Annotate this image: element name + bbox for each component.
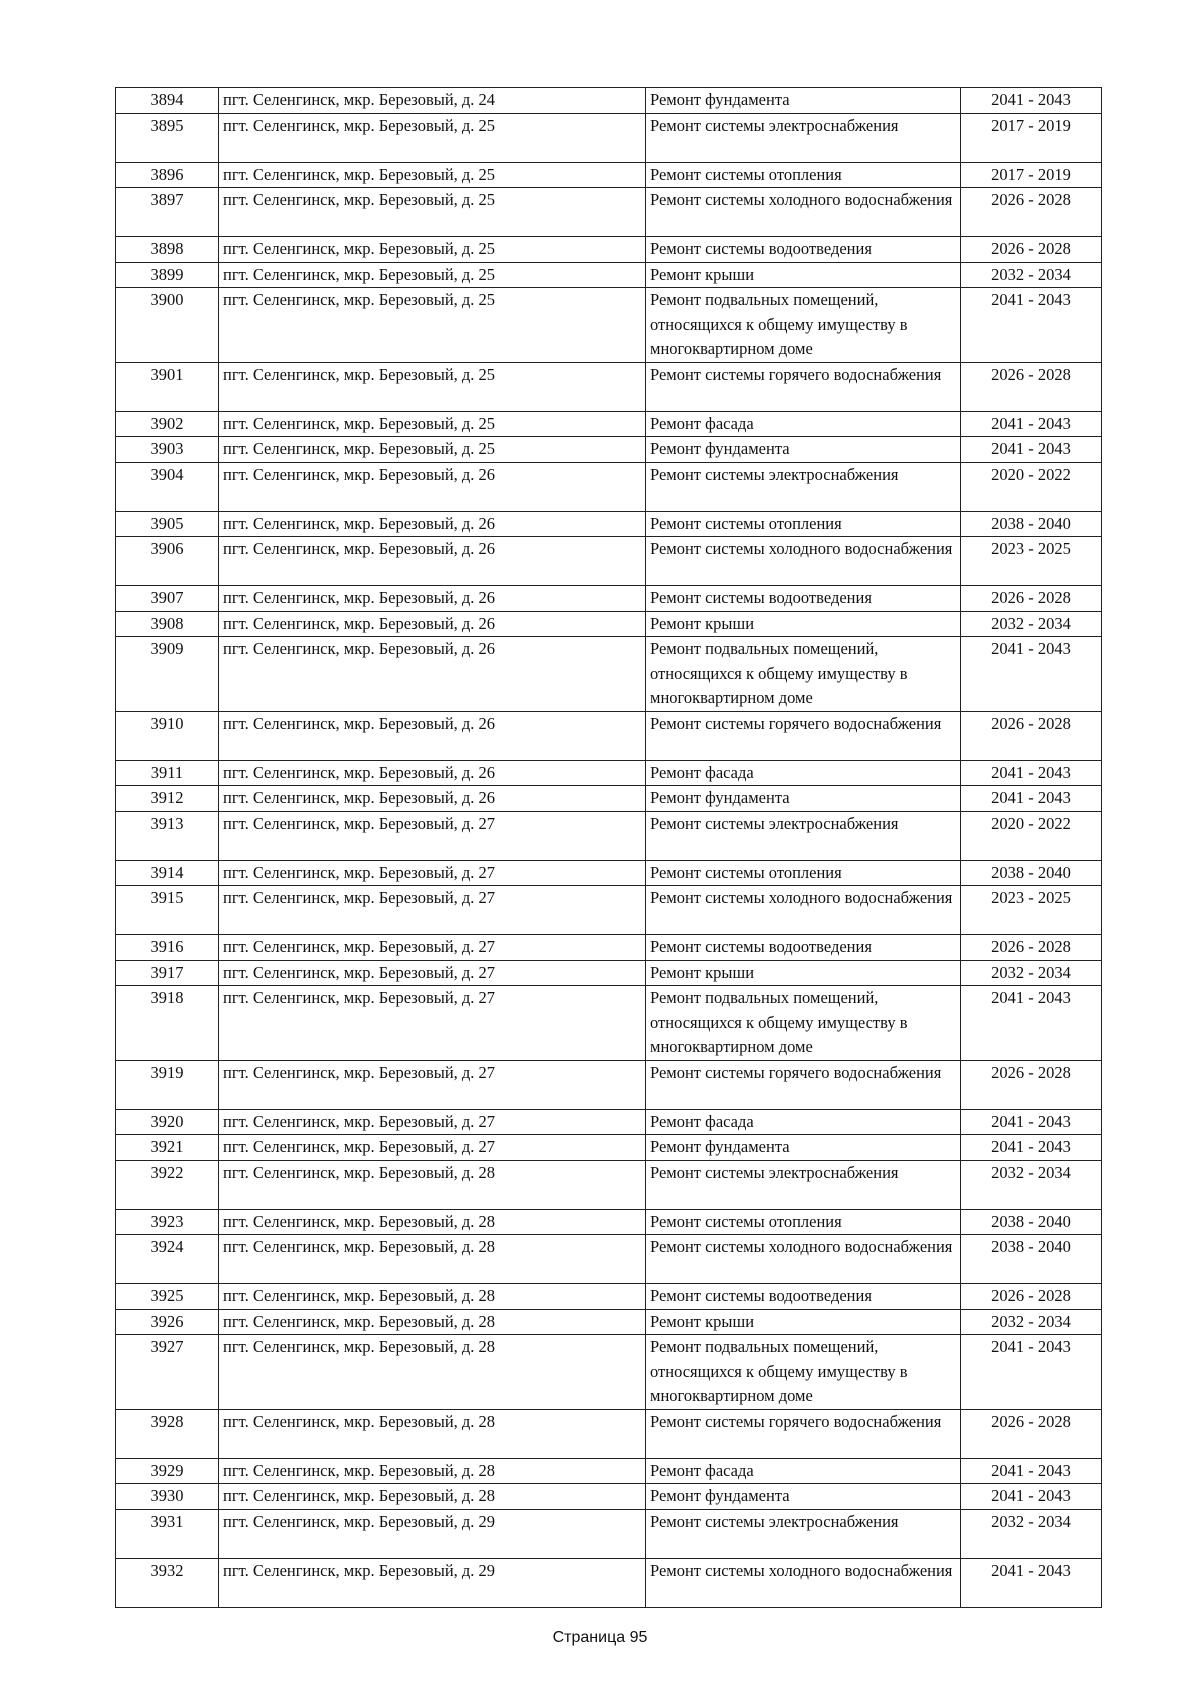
address-cell: пгт. Селенгинск, мкр. Березовый, д. 27: [219, 960, 646, 986]
address-cell: пгт. Селенгинск, мкр. Березовый, д. 26: [219, 760, 646, 786]
period-cell: 2041 - 2043: [961, 411, 1102, 437]
address-cell: пгт. Селенгинск, мкр. Березовый, д. 26: [219, 786, 646, 812]
table-row: [116, 1409, 1102, 1458]
row-number: 3915: [116, 886, 219, 935]
table-row: [116, 1160, 1102, 1209]
table-row: [116, 1484, 1102, 1510]
period-cell: 2032 - 2034: [961, 262, 1102, 288]
row-number: 3920: [116, 1109, 219, 1135]
row-number: 3916: [116, 935, 219, 961]
address-cell: пгт. Селенгинск, мкр. Березовый, д. 25: [219, 362, 646, 411]
table-row: [116, 637, 1102, 712]
address-cell: пгт. Селенгинск, мкр. Березовый, д. 27: [219, 986, 646, 1061]
table-row: [116, 611, 1102, 637]
table-row: [116, 1335, 1102, 1410]
work-type-cell: Ремонт фасада: [646, 1458, 961, 1484]
address-cell: пгт. Селенгинск, мкр. Березовый, д. 28: [219, 1335, 646, 1410]
table-row: [116, 1309, 1102, 1335]
address-cell: пгт. Селенгинск, мкр. Березовый, д. 28: [219, 1160, 646, 1209]
address-cell: пгт. Селенгинск, мкр. Березовый, д. 27: [219, 935, 646, 961]
row-number: 3903: [116, 437, 219, 463]
period-cell: 2038 - 2040: [961, 511, 1102, 537]
period-cell: 2041 - 2043: [961, 986, 1102, 1061]
row-number: 3896: [116, 162, 219, 188]
table-row: [116, 986, 1102, 1061]
work-type-cell: Ремонт системы электроснабжения: [646, 462, 961, 511]
work-type-cell: Ремонт подвальных помещений, относящихся к общему имуществу в многоквартирном доме: [646, 288, 961, 363]
table-row: [116, 1060, 1102, 1109]
row-number: 3908: [116, 611, 219, 637]
period-cell: 2032 - 2034: [961, 960, 1102, 986]
work-type-cell: Ремонт системы электроснабжения: [646, 811, 961, 860]
row-number: 3912: [116, 786, 219, 812]
address-cell: пгт. Селенгинск, мкр. Березовый, д. 25: [219, 262, 646, 288]
table-row: [116, 586, 1102, 612]
table-row: [116, 511, 1102, 537]
period-cell: 2041 - 2043: [961, 288, 1102, 363]
work-type-cell: Ремонт фундамента: [646, 786, 961, 812]
row-number: 3926: [116, 1309, 219, 1335]
repair-schedule-table: [115, 87, 1102, 1608]
table-row: [116, 262, 1102, 288]
table-row: [116, 437, 1102, 463]
table-row: [116, 88, 1102, 114]
address-cell: пгт. Селенгинск, мкр. Березовый, д. 26: [219, 611, 646, 637]
period-cell: 2038 - 2040: [961, 1209, 1102, 1235]
period-cell: 2020 - 2022: [961, 811, 1102, 860]
work-type-cell: Ремонт системы водоотведения: [646, 237, 961, 263]
address-cell: пгт. Селенгинск, мкр. Березовый, д. 25: [219, 113, 646, 162]
row-number: 3902: [116, 411, 219, 437]
row-number: 3921: [116, 1135, 219, 1161]
address-cell: пгт. Селенгинск, мкр. Березовый, д. 28: [219, 1235, 646, 1284]
table-row: [116, 362, 1102, 411]
table-row: [116, 237, 1102, 263]
address-cell: пгт. Селенгинск, мкр. Березовый, д. 28: [219, 1458, 646, 1484]
row-number: 3918: [116, 986, 219, 1061]
period-cell: 2041 - 2043: [961, 1458, 1102, 1484]
address-cell: пгт. Селенгинск, мкр. Березовый, д. 27: [219, 1135, 646, 1161]
work-type-cell: Ремонт системы водоотведения: [646, 1284, 961, 1310]
row-number: 3927: [116, 1335, 219, 1410]
period-cell: 2020 - 2022: [961, 462, 1102, 511]
address-cell: пгт. Селенгинск, мкр. Березовый, д. 27: [219, 1109, 646, 1135]
work-type-cell: Ремонт крыши: [646, 611, 961, 637]
row-number: 3928: [116, 1409, 219, 1458]
address-cell: пгт. Селенгинск, мкр. Березовый, д. 28: [219, 1309, 646, 1335]
work-type-cell: Ремонт подвальных помещений, относящихся к общему имуществу в многоквартирном доме: [646, 637, 961, 712]
table-row: [116, 1235, 1102, 1284]
row-number: 3930: [116, 1484, 219, 1510]
row-number: 3898: [116, 237, 219, 263]
address-cell: пгт. Селенгинск, мкр. Березовый, д. 26: [219, 462, 646, 511]
work-type-cell: Ремонт системы холодного водоснабжения: [646, 886, 961, 935]
work-type-cell: Ремонт фасада: [646, 760, 961, 786]
address-cell: пгт. Селенгинск, мкр. Березовый, д. 26: [219, 511, 646, 537]
table-row: [116, 1209, 1102, 1235]
row-number: 3932: [116, 1558, 219, 1607]
work-type-cell: Ремонт системы электроснабжения: [646, 113, 961, 162]
period-cell: 2032 - 2034: [961, 1160, 1102, 1209]
work-type-cell: Ремонт фундамента: [646, 1135, 961, 1161]
row-number: 3906: [116, 537, 219, 586]
period-cell: 2026 - 2028: [961, 237, 1102, 263]
table-row: [116, 1135, 1102, 1161]
table-row: [116, 162, 1102, 188]
address-cell: пгт. Селенгинск, мкр. Березовый, д. 25: [219, 188, 646, 237]
table-row: [116, 1558, 1102, 1607]
table-row: [116, 760, 1102, 786]
work-type-cell: Ремонт крыши: [646, 262, 961, 288]
work-type-cell: Ремонт системы холодного водоснабжения: [646, 188, 961, 237]
period-cell: 2038 - 2040: [961, 1235, 1102, 1284]
work-type-cell: Ремонт фундамента: [646, 437, 961, 463]
address-cell: пгт. Селенгинск, мкр. Березовый, д. 25: [219, 411, 646, 437]
address-cell: пгт. Селенгинск, мкр. Березовый, д. 29: [219, 1558, 646, 1607]
address-cell: пгт. Селенгинск, мкр. Березовый, д. 27: [219, 860, 646, 886]
address-cell: пгт. Селенгинск, мкр. Березовый, д. 25: [219, 288, 646, 363]
row-number: 3910: [116, 711, 219, 760]
work-type-cell: Ремонт фасада: [646, 1109, 961, 1135]
address-cell: пгт. Селенгинск, мкр. Березовый, д. 29: [219, 1509, 646, 1558]
period-cell: 2017 - 2019: [961, 162, 1102, 188]
work-type-cell: Ремонт системы горячего водоснабжения: [646, 362, 961, 411]
period-cell: 2026 - 2028: [961, 711, 1102, 760]
period-cell: 2026 - 2028: [961, 586, 1102, 612]
period-cell: 2041 - 2043: [961, 1558, 1102, 1607]
period-cell: 2026 - 2028: [961, 188, 1102, 237]
work-type-cell: Ремонт системы водоотведения: [646, 586, 961, 612]
period-cell: 2041 - 2043: [961, 1335, 1102, 1410]
work-type-cell: Ремонт фундамента: [646, 88, 961, 114]
address-cell: пгт. Селенгинск, мкр. Березовый, д. 26: [219, 537, 646, 586]
table-row: [116, 113, 1102, 162]
row-number: 3925: [116, 1284, 219, 1310]
table-row: [116, 411, 1102, 437]
address-cell: пгт. Селенгинск, мкр. Березовый, д. 26: [219, 711, 646, 760]
address-cell: пгт. Селенгинск, мкр. Березовый, д. 26: [219, 637, 646, 712]
row-number: 3929: [116, 1458, 219, 1484]
period-cell: 2041 - 2043: [961, 88, 1102, 114]
period-cell: 2026 - 2028: [961, 1284, 1102, 1310]
period-cell: 2017 - 2019: [961, 113, 1102, 162]
work-type-cell: Ремонт системы горячего водоснабжения: [646, 1409, 961, 1458]
address-cell: пгт. Селенгинск, мкр. Березовый, д. 26: [219, 586, 646, 612]
row-number: 3917: [116, 960, 219, 986]
table-row: [116, 537, 1102, 586]
page-number: Страница 95: [552, 1629, 648, 1646]
period-cell: 2041 - 2043: [961, 1484, 1102, 1510]
row-number: 3907: [116, 586, 219, 612]
table-row: [116, 1109, 1102, 1135]
period-cell: 2041 - 2043: [961, 437, 1102, 463]
period-cell: 2023 - 2025: [961, 886, 1102, 935]
address-cell: пгт. Селенгинск, мкр. Березовый, д. 25: [219, 437, 646, 463]
period-cell: 2032 - 2034: [961, 611, 1102, 637]
period-cell: 2026 - 2028: [961, 1409, 1102, 1458]
address-cell: пгт. Селенгинск, мкр. Березовый, д. 27: [219, 1060, 646, 1109]
row-number: 3901: [116, 362, 219, 411]
row-number: 3931: [116, 1509, 219, 1558]
row-number: 3914: [116, 860, 219, 886]
address-cell: пгт. Селенгинск, мкр. Березовый, д. 28: [219, 1409, 646, 1458]
table-row: [116, 860, 1102, 886]
address-cell: пгт. Селенгинск, мкр. Березовый, д. 28: [219, 1484, 646, 1510]
row-number: 3911: [116, 760, 219, 786]
table-row: [116, 288, 1102, 363]
work-type-cell: Ремонт системы электроснабжения: [646, 1160, 961, 1209]
row-number: 3899: [116, 262, 219, 288]
row-number: 3900: [116, 288, 219, 363]
row-number: 3897: [116, 188, 219, 237]
work-type-cell: Ремонт фундамента: [646, 1484, 961, 1510]
work-type-cell: Ремонт системы отопления: [646, 162, 961, 188]
table-row: [116, 1458, 1102, 1484]
period-cell: 2041 - 2043: [961, 1109, 1102, 1135]
work-type-cell: Ремонт системы отопления: [646, 1209, 961, 1235]
row-number: 3895: [116, 113, 219, 162]
work-type-cell: Ремонт системы электроснабжения: [646, 1509, 961, 1558]
address-cell: пгт. Селенгинск, мкр. Березовый, д. 28: [219, 1209, 646, 1235]
table-row: [116, 886, 1102, 935]
table-body: [116, 88, 1102, 1608]
row-number: 3923: [116, 1209, 219, 1235]
table-row: [116, 960, 1102, 986]
table-row: [116, 188, 1102, 237]
table-row: [116, 1509, 1102, 1558]
address-cell: пгт. Селенгинск, мкр. Березовый, д. 27: [219, 811, 646, 860]
table-row: [116, 811, 1102, 860]
period-cell: 2026 - 2028: [961, 362, 1102, 411]
table-row: [116, 935, 1102, 961]
period-cell: 2041 - 2043: [961, 1135, 1102, 1161]
work-type-cell: Ремонт крыши: [646, 960, 961, 986]
row-number: 3905: [116, 511, 219, 537]
period-cell: 2041 - 2043: [961, 637, 1102, 712]
work-type-cell: Ремонт системы горячего водоснабжения: [646, 711, 961, 760]
row-number: 3913: [116, 811, 219, 860]
table-row: [116, 462, 1102, 511]
table-row: [116, 1284, 1102, 1310]
period-cell: 2032 - 2034: [961, 1309, 1102, 1335]
row-number: 3924: [116, 1235, 219, 1284]
address-cell: пгт. Селенгинск, мкр. Березовый, д. 28: [219, 1284, 646, 1310]
table-row: [116, 711, 1102, 760]
work-type-cell: Ремонт системы горячего водоснабжения: [646, 1060, 961, 1109]
work-type-cell: Ремонт системы отопления: [646, 511, 961, 537]
row-number: 3909: [116, 637, 219, 712]
period-cell: 2038 - 2040: [961, 860, 1102, 886]
period-cell: 2041 - 2043: [961, 786, 1102, 812]
row-number: 3904: [116, 462, 219, 511]
table-row: [116, 786, 1102, 812]
row-number: 3894: [116, 88, 219, 114]
work-type-cell: Ремонт системы холодного водоснабжения: [646, 537, 961, 586]
work-type-cell: Ремонт системы отопления: [646, 860, 961, 886]
work-type-cell: Ремонт системы холодного водоснабжения: [646, 1235, 961, 1284]
period-cell: 2032 - 2034: [961, 1509, 1102, 1558]
period-cell: 2023 - 2025: [961, 537, 1102, 586]
work-type-cell: Ремонт подвальных помещений, относящихся к общему имуществу в многоквартирном доме: [646, 1335, 961, 1410]
work-type-cell: Ремонт фасада: [646, 411, 961, 437]
period-cell: 2026 - 2028: [961, 935, 1102, 961]
work-type-cell: Ремонт системы водоотведения: [646, 935, 961, 961]
row-number: 3922: [116, 1160, 219, 1209]
address-cell: пгт. Селенгинск, мкр. Березовый, д. 25: [219, 162, 646, 188]
period-cell: 2026 - 2028: [961, 1060, 1102, 1109]
address-cell: пгт. Селенгинск, мкр. Березовый, д. 27: [219, 886, 646, 935]
address-cell: пгт. Селенгинск, мкр. Березовый, д. 25: [219, 237, 646, 263]
row-number: 3919: [116, 1060, 219, 1109]
work-type-cell: Ремонт крыши: [646, 1309, 961, 1335]
work-type-cell: Ремонт системы холодного водоснабжения: [646, 1558, 961, 1607]
address-cell: пгт. Селенгинск, мкр. Березовый, д. 24: [219, 88, 646, 114]
period-cell: 2041 - 2043: [961, 760, 1102, 786]
work-type-cell: Ремонт подвальных помещений, относящихся к общему имуществу в многоквартирном доме: [646, 986, 961, 1061]
